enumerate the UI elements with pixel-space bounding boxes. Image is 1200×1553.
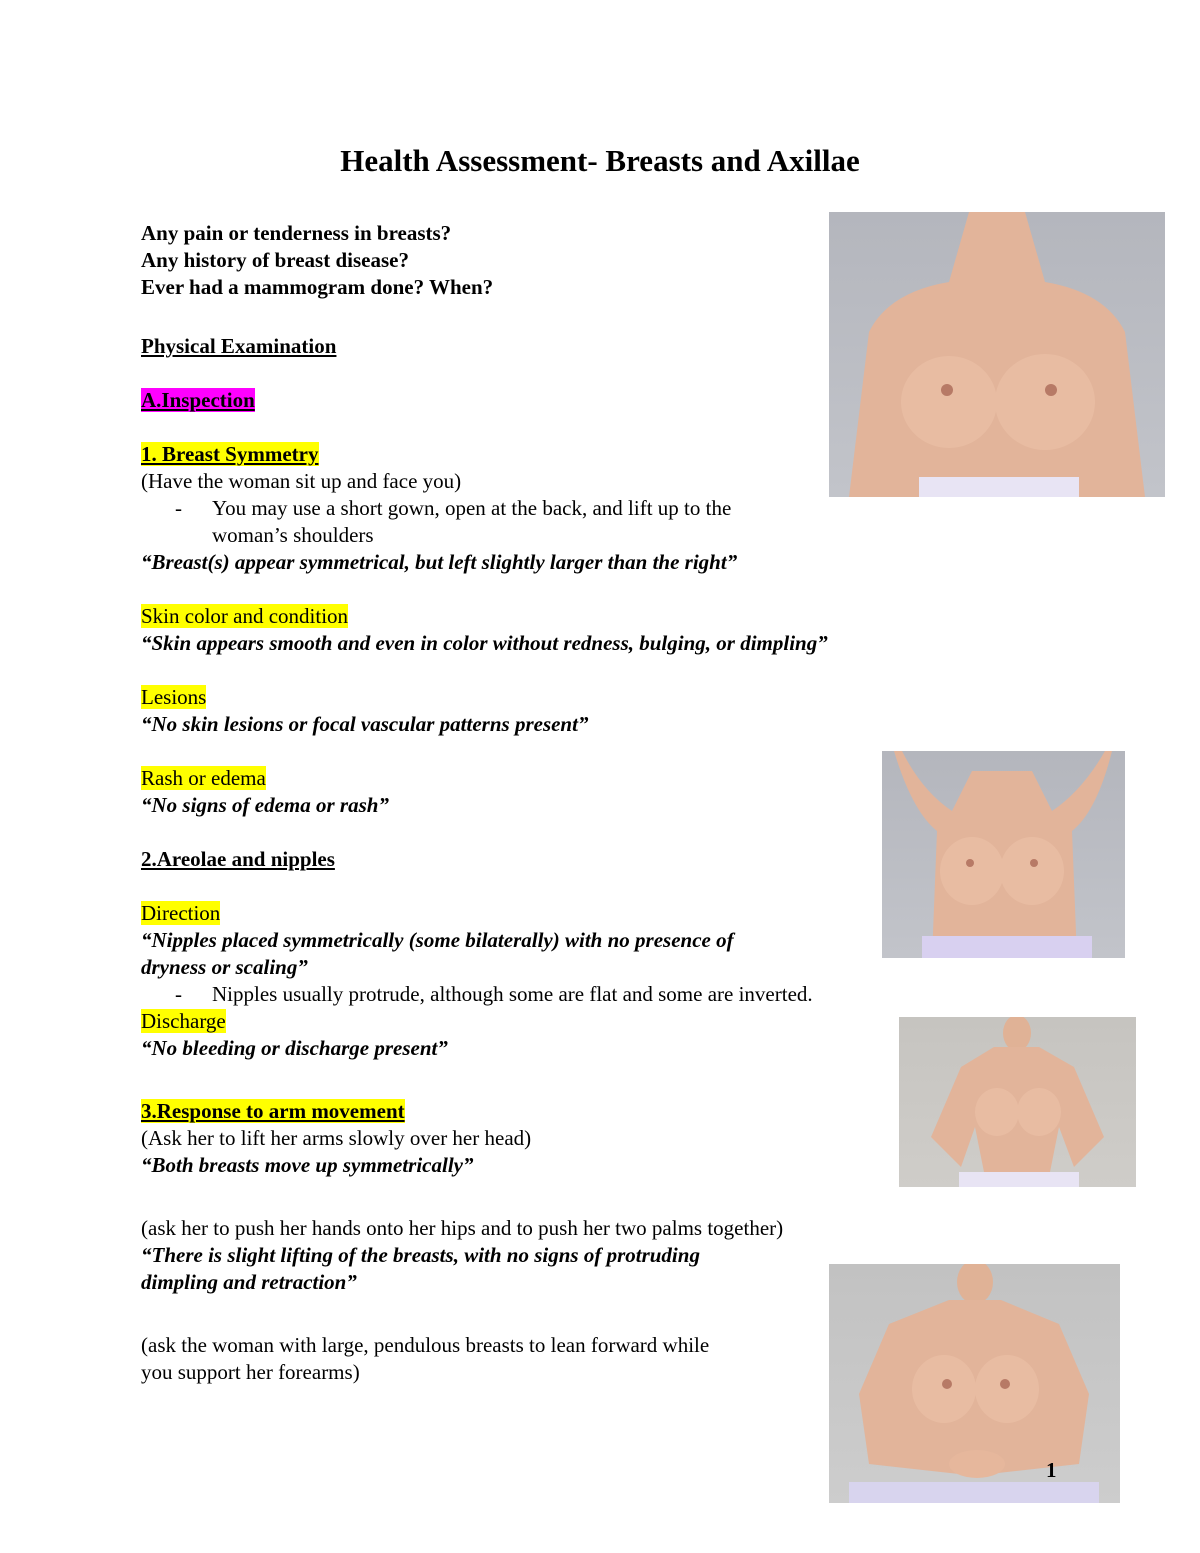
bullet-text: woman’s shoulders (212, 523, 374, 547)
arm-finding: “Both breasts move up symmetrically” (141, 1153, 474, 1177)
lesions-finding: “No skin lesions or focal vascular patterns present” (141, 712, 589, 736)
discharge-label: Discharge (141, 1009, 226, 1033)
history-question: Any history of breast disease? (141, 248, 409, 272)
bullet-dash: - (175, 496, 182, 520)
history-question: Any pain or tenderness in breasts? (141, 221, 452, 245)
breast-symmetry-finding: “Breast(s) appear symmetrical, but left slightly larger than the right” (141, 550, 738, 574)
history-question: Ever had a mammogram done? When? (141, 275, 494, 299)
areolae-heading: 2.Areolae and nipples (141, 847, 335, 871)
clinical-photo-hands-on-hips (899, 1017, 1136, 1187)
bullet-text: You may use a short gown, open at the back, and lift up to the (212, 496, 732, 520)
section-inspection-heading: A.Inspection (141, 388, 255, 412)
arm-finding: “There is slight lifting of the breasts, with no signs of protruding (141, 1243, 700, 1267)
document-body (141, 220, 921, 1386)
arm-instruction: (ask the woman with large, pendulous breasts to lean forward while (141, 1333, 710, 1357)
rash-finding: “No signs of edema or rash” (141, 793, 389, 817)
clinical-photo-palms-together (829, 1264, 1120, 1503)
discharge-finding: “No bleeding or discharge present” (141, 1036, 448, 1060)
arm-instruction: (Ask her to lift her arms slowly over her head) (141, 1126, 532, 1150)
arm-movement-heading: 3.Response to arm movement (141, 1099, 405, 1123)
breast-symmetry-heading: 1. Breast Symmetry (141, 442, 319, 466)
arm-instruction: you support her forearms) (141, 1360, 360, 1384)
skin-finding: “Skin appears smooth and even in color without redness, bulging, or dimpling” (141, 631, 828, 655)
bullet-item (141, 981, 921, 1008)
breast-symmetry-instruction: (Have the woman sit up and face you) (141, 469, 462, 493)
physical-exam-heading: Physical Examination (141, 334, 337, 358)
page-title: Health Assessment- Breasts and Axillae (340, 143, 860, 178)
arm-finding: dimpling and retraction” (141, 1270, 357, 1294)
direction-label: Direction (141, 901, 221, 925)
rash-label: Rash or edema (141, 766, 266, 790)
bullet-text: Nipples usually protrude, although some are flat and some are inverted. (212, 982, 813, 1006)
page-number: 1 (1046, 1458, 1057, 1482)
clinical-photo-front (829, 212, 1165, 497)
direction-finding: dryness or scaling” (141, 955, 308, 979)
clinical-photo-arms-raised (882, 751, 1125, 958)
bullet-item (141, 495, 921, 549)
arm-instruction: (ask her to push her hands onto her hips and to push her two palms together) (141, 1216, 784, 1240)
bullet-dash: - (175, 982, 182, 1006)
direction-finding: “Nipples placed symmetrically (some bilaterally) with no presence of (141, 928, 734, 952)
lesions-label: Lesions (141, 685, 207, 709)
skin-label: Skin color and condition (141, 604, 349, 628)
